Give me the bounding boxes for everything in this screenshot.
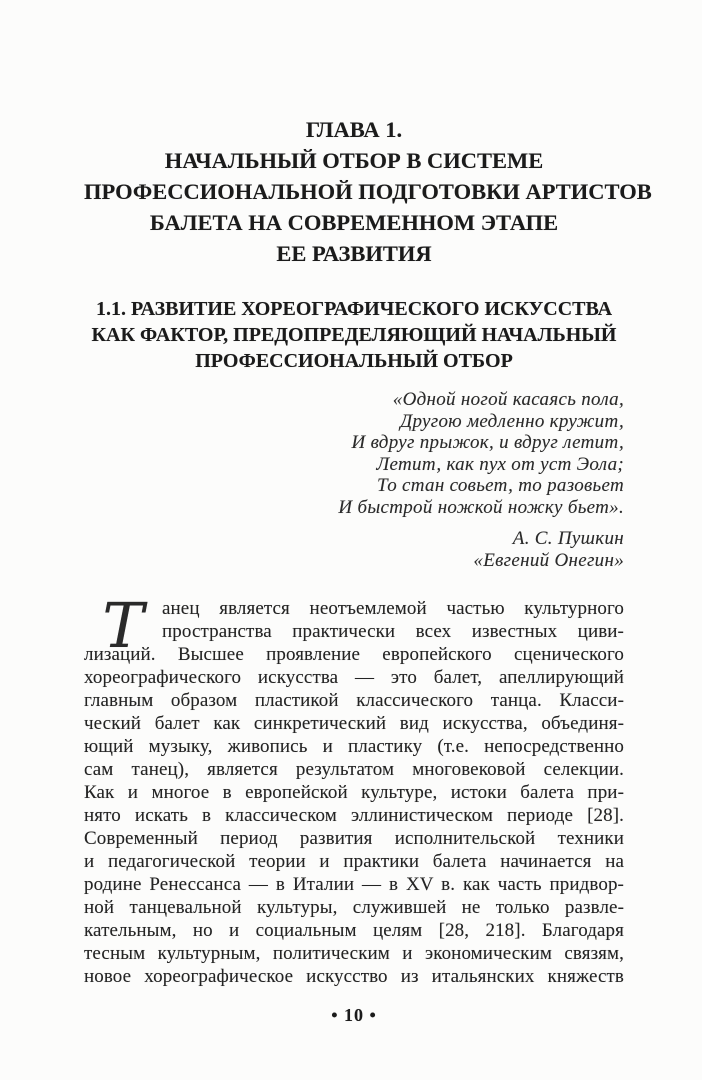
body-line: лизаций. Высшее проявление европейского сценического [84,643,624,665]
section-heading [84,296,624,374]
body-line: главным образом пластикой классического танца. Класси- [84,689,624,711]
body-line: и педагогической теории и практики балета начинается на [84,850,624,872]
body-line: анец является неотъемлемой частью культурного [162,597,624,619]
page-number: • 10 • [331,1004,377,1025]
epigraph-line: «Одной ногой касаясь пола, [392,389,624,410]
epigraph-line: Летит, как пух от уст Эола; [376,453,624,475]
body-line: пространства практически всех известных циви- [162,620,624,642]
epigraph-line: И вдруг прыжок, и вдруг летит, [351,432,624,454]
drop-cap: Т [102,588,144,662]
body-line: ческий балет как синкретический вид искусства, объединя- [84,712,624,734]
attribution-line: «Евгений Онегин» [473,549,624,571]
body-paragraph [84,588,624,988]
chapter-title [84,114,652,269]
body-line: нято искать в классическом эллинистическом периоде [28]. [84,804,624,826]
epigraph-line: Другою медленно кружит, [400,410,624,432]
attribution-line: А. С. Пушкин [512,527,624,549]
epigraph [84,389,624,519]
body-line: Как и многое в европейской культуре, истоки балета при- [84,781,624,803]
chapter-title-line: ЕЕ РАЗВИТИЯ [276,241,432,266]
body-lines [84,588,624,988]
body-line: кательным, но и социальным целям [28, 218]. Благодаря [84,919,624,941]
body-line: Современный период развития исполнительской техники [84,827,624,849]
body-line: тесным культурным, политическим и экономическим связям, [84,942,624,964]
chapter-title-line: ПРОФЕССИОНАЛЬНОЙ ПОДГОТОВКИ АРТИСТОВ [84,179,652,204]
body-line: хореографического искусства — это балет, апеллирующий [84,666,624,688]
chapter-title-line: ГЛАВА 1. [305,117,403,142]
chapter-title-line: НАЧАЛЬНЫЙ ОТБОР В СИСТЕМЕ [164,148,544,173]
section-heading-line: 1.1. РАЗВИТИЕ ХОРЕОГРАФИЧЕСКОГО ИСКУССТВА [95,298,613,320]
epigraph-attribution [84,528,624,572]
section-heading-line: ПРОФЕССИОНАЛЬНЫЙ ОТБОР [195,350,513,372]
chapter-title-line: БАЛЕТА НА СОВРЕМЕННОМ ЭТАПЕ [149,210,559,235]
body-line: родине Ренессанса — в Италии — в XV в. как часть придвор- [84,873,624,895]
body-line: новое хореографическое искусство из итальянских княжеств [84,965,624,987]
epigraph-line: То стан совьет, то разовьет [377,475,624,497]
body-line: ющий музыку, живопись и пластику (т.е. непосредственно [84,735,624,757]
body-line: ной танцевальной культуры, служившей не только развле- [84,896,624,918]
section-heading-line: КАК ФАКТОР, ПРЕДОПРЕДЕЛЯЮЩИЙ НАЧАЛЬНЫЙ [91,324,617,346]
epigraph-line: И быстрой ножкой ножку бьет». [338,496,624,518]
body-line: сам танец), является результатом многовековой селекции. [84,758,624,780]
